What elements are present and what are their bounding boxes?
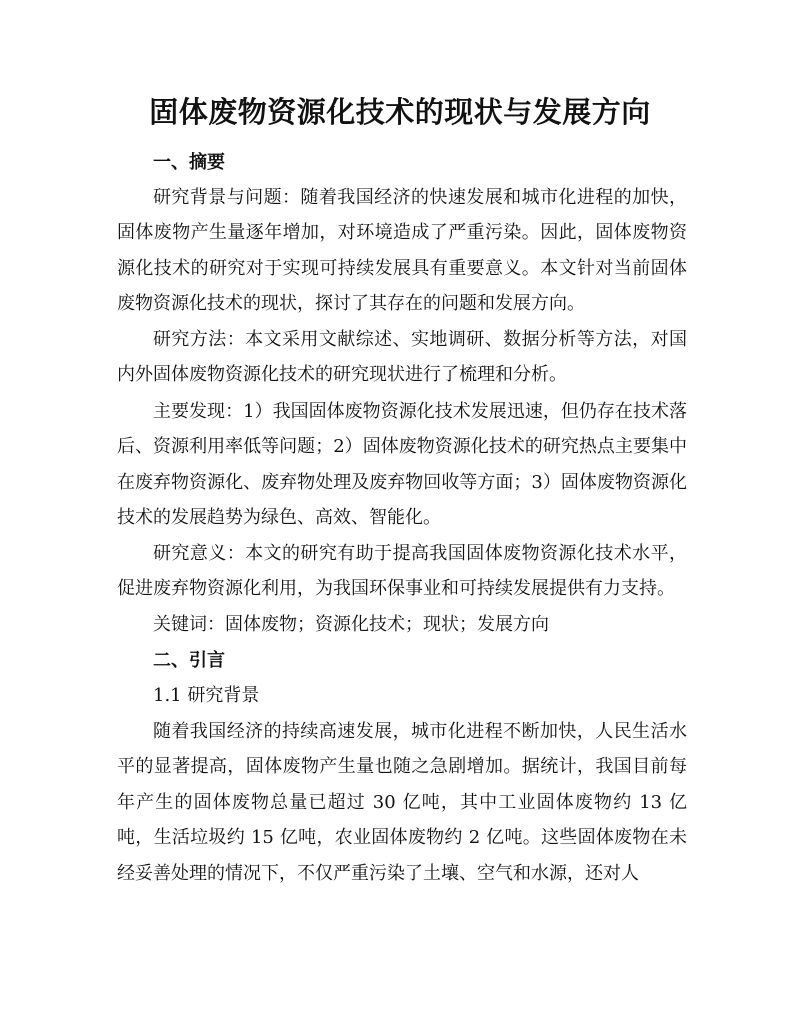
abstract-heading: 一、摘要 [153,152,225,173]
abstract-background-paragraph: 研究背景与问题：随着我国经济的快速发展和城市化进程的加快，固体废物产生量逐年增加，对环境造成了严重污染。因此，固体废物资源化技术的研究对于实现可持续发展具有重要意义。本文针对当前固体废物资源化技术的现状，探讨了其存在的问题和发展方向。 [117,187,687,315]
section-1-1-heading: 1.1 研究背景 [153,685,260,706]
intro-paragraph: 随着我国经济的持续高速发展，城市化进程不断加快，人民生活水平的显著提高，固体废物产生量也随之急剧增加。据统计，我国目前每年产生的固体废物总量已超过 30 亿吨，其中工业固体废物约 13 亿吨，生活垃圾约 15 亿吨，农业固体废物约 2 亿吨。这些固体废物在未经妥善处理的情况下，不仅严重污染了土壤、空气和水源，还对人 [117,721,687,884]
document-title: 固体废物资源化技术的现状与发展方向 [149,95,651,129]
abstract-method-paragraph: 研究方法：本文采用文献综述、实地调研、数据分析等方法，对国内外固体废物资源化技术的研究现状进行了梳理和分析。 [117,329,687,386]
abstract-findings-paragraph: 主要发现：1）我国固体废物资源化技术发展迅速，但仍存在技术落后、资源利用率低等问题；2）固体废物资源化技术的研究热点主要集中在废弃物资源化、废弃物处理及废弃物回收等方面；3）固体废物资源化技术的发展趋势为绿色、高效、智能化。 [117,401,687,529]
abstract-significance-paragraph: 研究意义：本文的研究有助于提高我国固体废物资源化技术水平，促进废弃物资源化利用，为我国环保事业和可持续发展提供有力支持。 [117,543,687,600]
intro-heading: 二、引言 [153,650,225,671]
keywords-line: 关键词：固体废物；资源化技术；现状；发展方向 [153,614,549,635]
